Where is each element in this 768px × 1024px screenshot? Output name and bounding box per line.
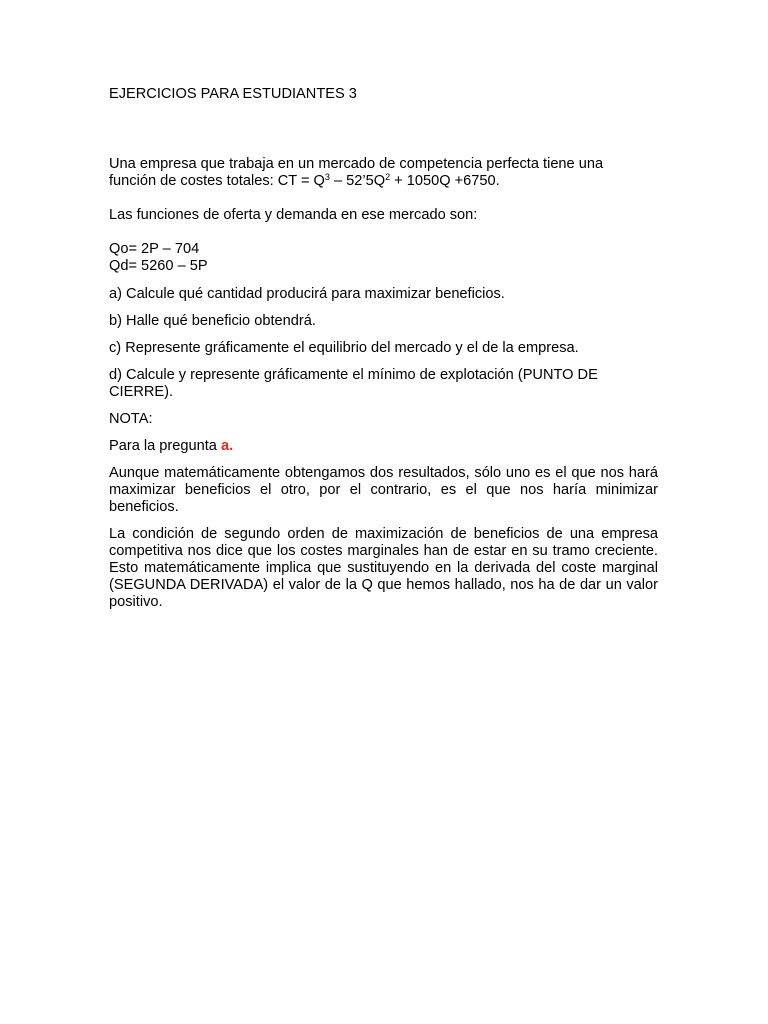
- cost-function-prefix: función de costes totales: CT = Q: [109, 173, 325, 189]
- cost-function-exponent-2: 2: [385, 172, 391, 182]
- question-reference-highlight: a.: [220, 438, 234, 454]
- question-b: b) Halle qué beneficio obtendrá.: [109, 313, 316, 329]
- document-content: [109, 86, 658, 621]
- supply-equation: Qo= 2P – 704: [109, 241, 200, 257]
- note-label: NOTA:: [109, 411, 153, 427]
- question-reference-prefix: Para la pregunta: [109, 438, 221, 454]
- intro-paragraph: [109, 156, 658, 190]
- question-c: c) Represente gráficamente el equilibrio del mercado y el de la empresa.: [109, 340, 579, 356]
- cost-function-suffix: + 1050Q +6750.: [390, 173, 500, 189]
- intro-line-2: [109, 173, 658, 190]
- explanation-paragraph-1: Aunque matemáticamente obtengamos dos resultados, sólo uno es el que nos hará maximizar beneficios el otro, por el contrario, es el que nos haría minimizar beneficios.: [109, 465, 658, 515]
- question-a: a) Calcule qué cantidad producirá para maximizar beneficios.: [109, 286, 505, 302]
- document-title: EJERCICIOS PARA ESTUDIANTES 3: [109, 86, 357, 102]
- cost-function-exponent-3: 3: [324, 172, 330, 182]
- functions-label: Las funciones de oferta y demanda en ese mercado son:: [109, 207, 478, 223]
- cost-function-middle: – 52’5Q: [329, 173, 386, 189]
- explanation-paragraph-2: La condición de segundo orden de maximización de beneficios de una empresa competitiva nos dice que los costes marginales han de estar en su tramo creciente. Esto matemáticamente implica que sustituyendo en la derivada del coste marginal (SEGUNDA DERIVADA) el valor de la Q que hemos hallado, nos ha de dar un valor positivo.: [109, 526, 658, 610]
- question-d: d) Calcule y represente gráficamente el mínimo de explotación (PUNTO DE CIERRE).: [109, 367, 598, 400]
- question-reference: [109, 438, 658, 455]
- market-equations: [109, 241, 658, 275]
- intro-line-1: Una empresa que trabaja en un mercado de competencia perfecta tiene una: [109, 156, 604, 172]
- demand-equation: Qd= 5260 – 5P: [109, 258, 208, 274]
